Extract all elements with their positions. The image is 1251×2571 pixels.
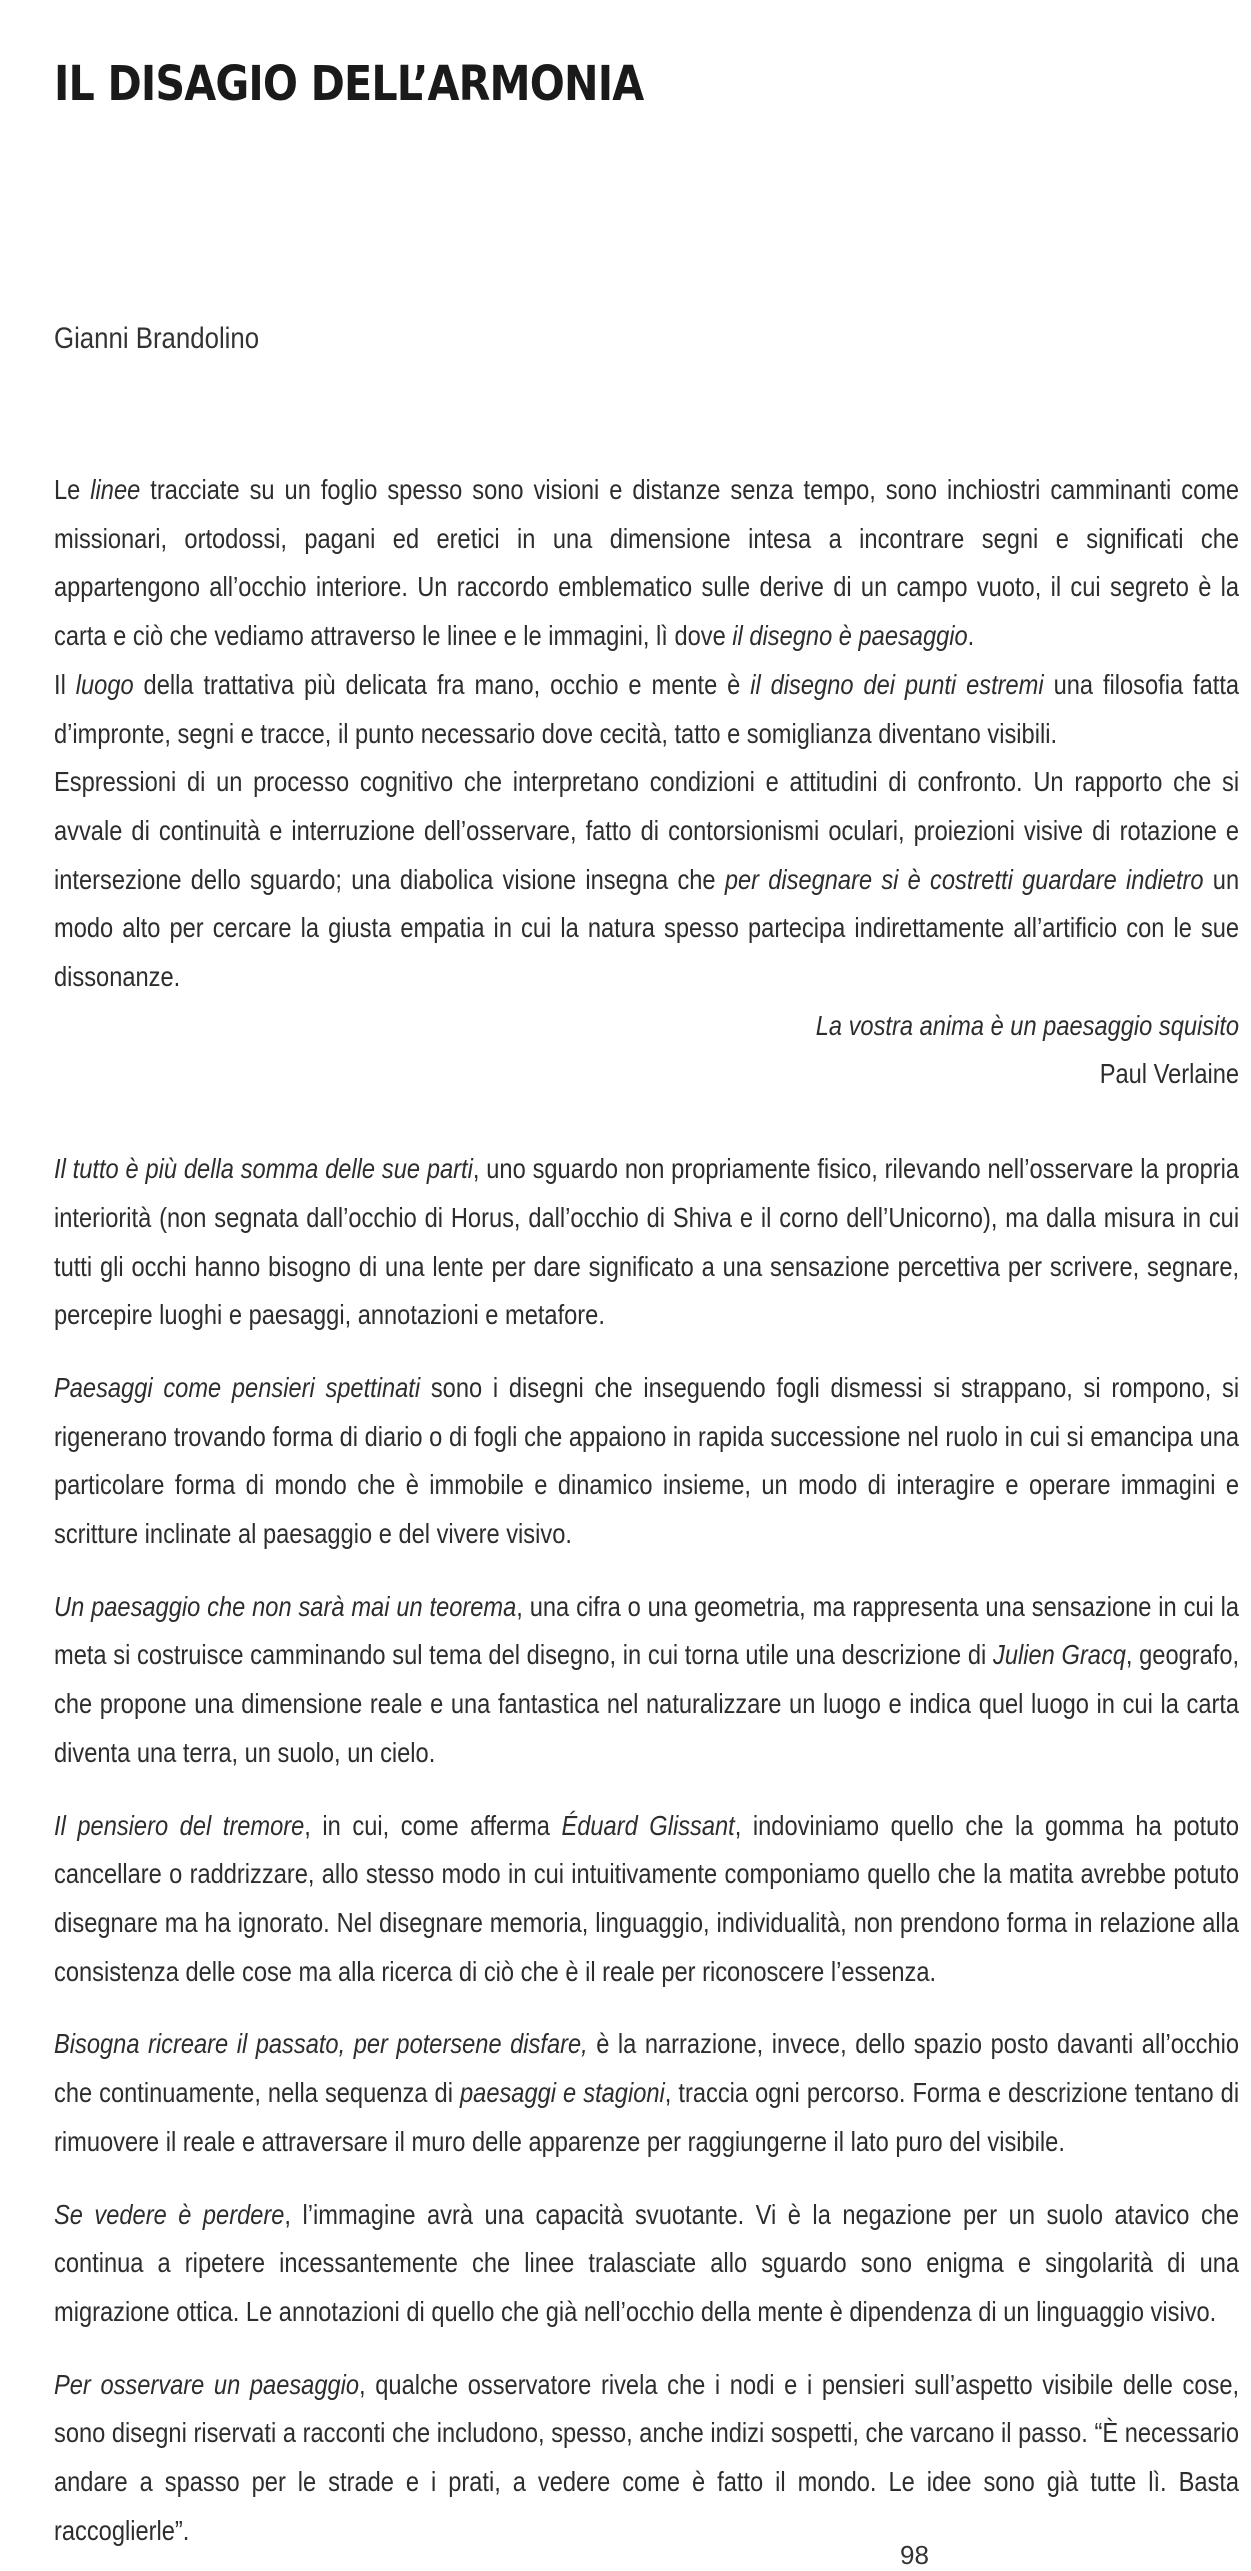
epigraph-attribution: Paul Verlaine	[1099, 1058, 1240, 1090]
paragraph-9: Se vedere è perdere, l’immagine avrà una capacità svuotante. Vi è la negazione per un suolo atavico che continua a ripetere incessantemente che linee tralasciate allo sguardo sono enigma e singolarità di una migrazione ottica. Le annotazioni di quello che già nell’occhio della mente è dipendenza di un linguaggio visivo.	[54, 2198, 1240, 2327]
paragraph-3: Espressioni di un processo cognitivo che interpretano condizioni e attitudini di confronto. Un rapporto che si avvale di continuità e interruzione dell’osservare, fatto di contorsionismi oculari, proiezioni visive di rotazione e intersezione dello sguardo; una diabolica visione insegna che per disegnare si è costretti guardare indietro un modo alto per cercare la giusta empatia in cui la natura spesso partecipa indirettamente all’artificio con le sue dissonanze.	[54, 766, 1240, 993]
paragraph-8: Bisogna ricreare il passato, per potersene disfare, è la narrazione, invece, dello spazio posto davanti all’occhio che continuamente, nella sequenza di paesaggi e stagioni, traccia ogni percorso. Forma e descrizione tentano di rimuovere il reale e attraversare il muro delle apparenze per raggiungerne il lato puro del visibile.	[54, 2028, 1240, 2157]
paragraph-4: Il tutto è più della somma delle sue parti, uno sguardo non propriamente fisico, rilevando nell’osservare la propria interiorità (non segnata dall’occhio di Horus, dall’occhio di Shiva e il corno dell’Unicorno), ma dalla misura in cui tutti gli occhi hanno bisogno di una lente per dare significato a una sensazione percettiva per scrivere, segnare, percepire luoghi e paesaggi, annotazioni e metafore.	[54, 1153, 1240, 1331]
paragraph-10: Per osservare un paesaggio, qualche osservatore rivela che i nodi e i pensieri sull’aspetto visibile delle cose, sono disegni riservati a racconti che includono, spesso, anche indizi sospetti, che varcano il passo. “È necessario andare a spasso per le strade e i prati, a vedere come è fatto il mondo. Le idee sono già tutte lì. Basta raccoglierle”.	[54, 2368, 1240, 2546]
author-name: Gianni Brandolino	[54, 322, 260, 355]
epigraph-quote: La vostra anima è un paesaggio squisito	[815, 1009, 1240, 1041]
article-body	[54, 466, 1239, 2555]
paragraph-5: Paesaggi come pensieri spettinati sono i disegni che inseguendo fogli dismessi si strappano, si rompono, si rigenerano trovando forma di diario o di fogli che appaiono in rapida successione nel ruolo in cui si emancipa una particolare forma di mondo che è immobile e dinamico insieme, un modo di interagire e operare immagini e scritture inclinate al paesaggio e del vivere visivo.	[54, 1371, 1240, 1550]
article-title: IL DISAGIO DELL’ARMONIA	[54, 56, 644, 112]
paragraph-6: Un paesaggio che non sarà mai un teorema, una cifra o una geometria, ma rappresenta una sensazione in cui la meta si costruisce camminando sul tema del disegno, in cui torna utile una descrizione di Julien Gracq, geografo, che propone una dimensione reale e una fantastica nel naturalizzare un luogo e indica quel luogo in cui la carta diventa una terra, un suolo, un cielo.	[54, 1590, 1240, 1768]
page-number: 98	[900, 2540, 929, 2570]
paragraph-1: Le linee tracciate su un foglio spesso sono visioni e distanze senza tempo, sono inchiostri camminanti come missionari, ortodossi, pagani ed eretici in una dimensione intesa a incontrare segni e significati che appartengono all’occhio interiore. Un raccordo emblematico sulle derive di un campo vuoto, il cui segreto è la carta e ciò che vediamo attraverso le linee e le immagini, lì dove il disegno è paesaggio.	[54, 474, 1240, 652]
paragraph-2: Il luogo della trattativa più delicata fra mano, occhio e mente è il disegno dei punti estremi una filosofia fatta d’impronte, segni e tracce, il punto necessario dove cecità, tatto e somiglianza diventano visibili.	[54, 668, 1240, 749]
paragraph-7: Il pensiero del tremore, in cui, come afferma Éduard Glissant, indoviniamo quello che la gomma ha potuto cancellare o raddrizzare, allo stesso modo in cui intuitivamente componiamo quello che la matita avrebbe potuto disegnare ma ha ignorato. Nel disegnare memoria, linguaggio, individualità, non prendono forma in relazione alla consistenza delle cose ma alla ricerca di ciò che è il reale per riconoscere l’essenza.	[54, 1809, 1240, 1987]
